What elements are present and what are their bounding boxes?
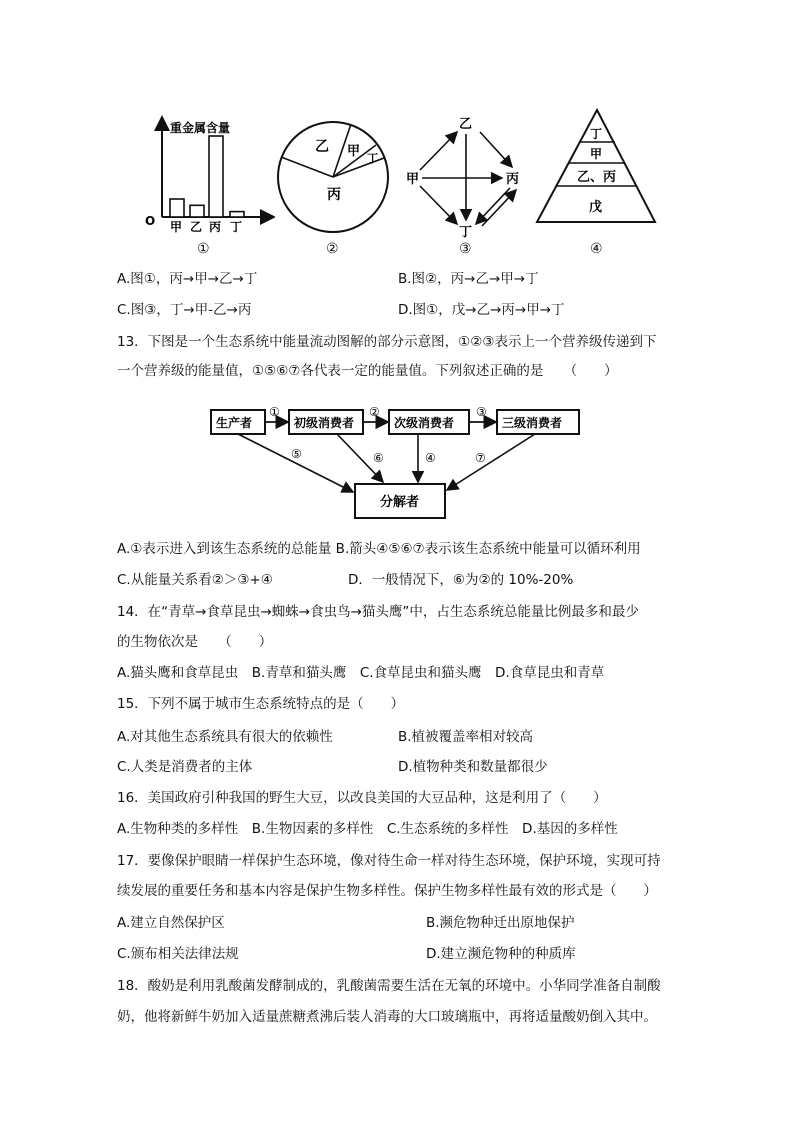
q17-option-c: C.颁布相关法律法规 <box>117 946 239 962</box>
node-label: 丙 <box>506 172 520 187</box>
pie-label: 丙 <box>327 187 341 203</box>
q13-stem-line2: 一个营养级的能量值，①⑤⑥⑦各代表一定的能量值。下列叙述正确的是 （ ） <box>117 363 618 379</box>
pie-label: 丁 <box>367 152 378 165</box>
producer-box: 生产者 <box>216 416 253 430</box>
figure-3-caption: ③ <box>459 241 472 257</box>
q12-option-b: B.图②，丙→乙→甲→丁 <box>398 271 539 287</box>
bar <box>190 205 204 217</box>
bar-label: 甲 <box>170 220 183 234</box>
level-label: 戊 <box>589 200 603 215</box>
arrow-label-4: ④ <box>425 451 436 465</box>
node-label: 甲 <box>406 172 420 187</box>
node-label: 乙 <box>459 117 473 132</box>
q12-option-d: D.图①，戊→乙→丙→甲→丁 <box>398 302 565 318</box>
q12-option-c: C.图③，丁→甲-乙→丙 <box>117 302 252 318</box>
origin-label: O <box>145 214 156 228</box>
figure-4-pyramid <box>535 108 660 226</box>
q18-stem-line2: 奶，他将新鲜牛奶加入适量蔗糖煮沸后装人消毒的大口玻璃瓶中，再将适量酸奶倒入其中。 <box>117 1009 657 1025</box>
arrow-label-6: ⑥ <box>373 451 384 465</box>
level-label: 丁 <box>590 127 603 141</box>
q15-option-c: C.人类是消费者的主体 <box>117 759 253 775</box>
q13-option-d: D．一般情况下，⑥为②的 10%-20% <box>348 572 574 588</box>
q17-stem-line2: 续发展的重要任务和基本内容是保护生物多样性。保护生物多样性最有效的形式是（ ） <box>117 883 657 899</box>
pie-label: 甲 <box>347 144 361 159</box>
arrow-label-7: ⑦ <box>475 451 486 465</box>
decomposer-box: 分解者 <box>380 495 420 510</box>
q17-option-d: D.建立濒危物种的种质库 <box>426 946 576 962</box>
figure-1-caption: ① <box>197 241 210 257</box>
q17-stem-line1: 17．要像保护眼睛一样保护生态环境，像对待生命一样对待生态环境，保护环境，实现可持 <box>117 853 661 869</box>
bar <box>209 136 223 217</box>
node-label: 丁 <box>459 225 473 240</box>
q17-option-b: B.濒危物种迁出原地保护 <box>426 915 575 931</box>
bar-label: 丙 <box>209 220 222 234</box>
arrow-label-2: ② <box>369 405 380 419</box>
secondary-consumer-box: 次级消费者 <box>394 416 455 430</box>
figure-1-bar-chart <box>140 115 275 240</box>
q14-stem-line2: 的生物依次是 （ ） <box>117 634 273 650</box>
arrow-label-1: ① <box>269 405 280 419</box>
q14-options: A.猫头鹰和食草昆虫 B.青草和猫头鹰 C.食草昆虫和猫头鹰 D.食草昆虫和青草 <box>117 665 605 681</box>
figure-2-caption: ② <box>326 241 339 257</box>
q13-stem-line1: 13．下图是一个生态系统中能量流动图解的部分示意图，①②③表示上一个营养级传递到下 <box>117 334 657 350</box>
q13-option-c: C.从能量关系看②＞③+④ <box>117 572 273 588</box>
tertiary-consumer-box: 三级消费者 <box>502 416 563 430</box>
bar <box>170 199 184 217</box>
arrow-label-5: ⑤ <box>291 447 302 461</box>
q17-option-a: A.建立自然保护区 <box>117 915 225 931</box>
q13-option-ab: A.①表示进入到该生态系统的总能量 B.箭头④⑤⑥⑦表示该生态系统中能量可以循环利用 <box>117 541 641 557</box>
level-label: 乙、丙 <box>577 170 617 185</box>
q16-options: A.生物种类的多样性 B.生物因素的多样性 C.生态系统的多样性 D.基因的多样性 <box>117 821 618 837</box>
q15-option-b: B.植被覆盖率相对较高 <box>398 729 534 745</box>
level-label: 甲 <box>590 147 603 161</box>
q12-option-a: A.图①，丙→甲→乙→丁 <box>117 271 258 287</box>
figure-4-caption: ④ <box>590 241 603 257</box>
bar-label: 乙 <box>190 220 203 234</box>
primary-consumer-box: 初级消费者 <box>294 416 355 430</box>
arrow-label-3: ③ <box>476 405 487 419</box>
q15-option-d: D.植物种类和数量都很少 <box>398 759 548 775</box>
q16-stem: 16．美国政府引种我国的野生大豆，以改良美国的大豆品种，这是利用了（ ） <box>117 790 607 806</box>
energy-flow-diagram <box>205 402 595 524</box>
bar <box>230 212 244 217</box>
q15-stem: 15．下列不属于城市生态系统特点的是（ ） <box>117 696 405 712</box>
pie-label: 乙 <box>315 139 329 155</box>
figure-3-cycle-diagram <box>402 112 532 242</box>
q14-stem-line1: 14．在“青草→食草昆虫→蜘蛛→食虫鸟→猫头鹰”中，占生态系统总能量比例最多和最少 <box>117 604 639 620</box>
bar-label: 丁 <box>230 220 243 234</box>
y-axis-label: 重金属含量 <box>170 121 231 135</box>
q18-stem-line1: 18．酸奶是利用乳酸菌发酵制成的，乳酸菌需要生活在无氧的环境中。小华同学准备自制酸 <box>117 978 661 994</box>
q15-option-a: A.对其他生态系统具有很大的依赖性 <box>117 729 333 745</box>
figure-2-pie-chart <box>275 115 395 240</box>
